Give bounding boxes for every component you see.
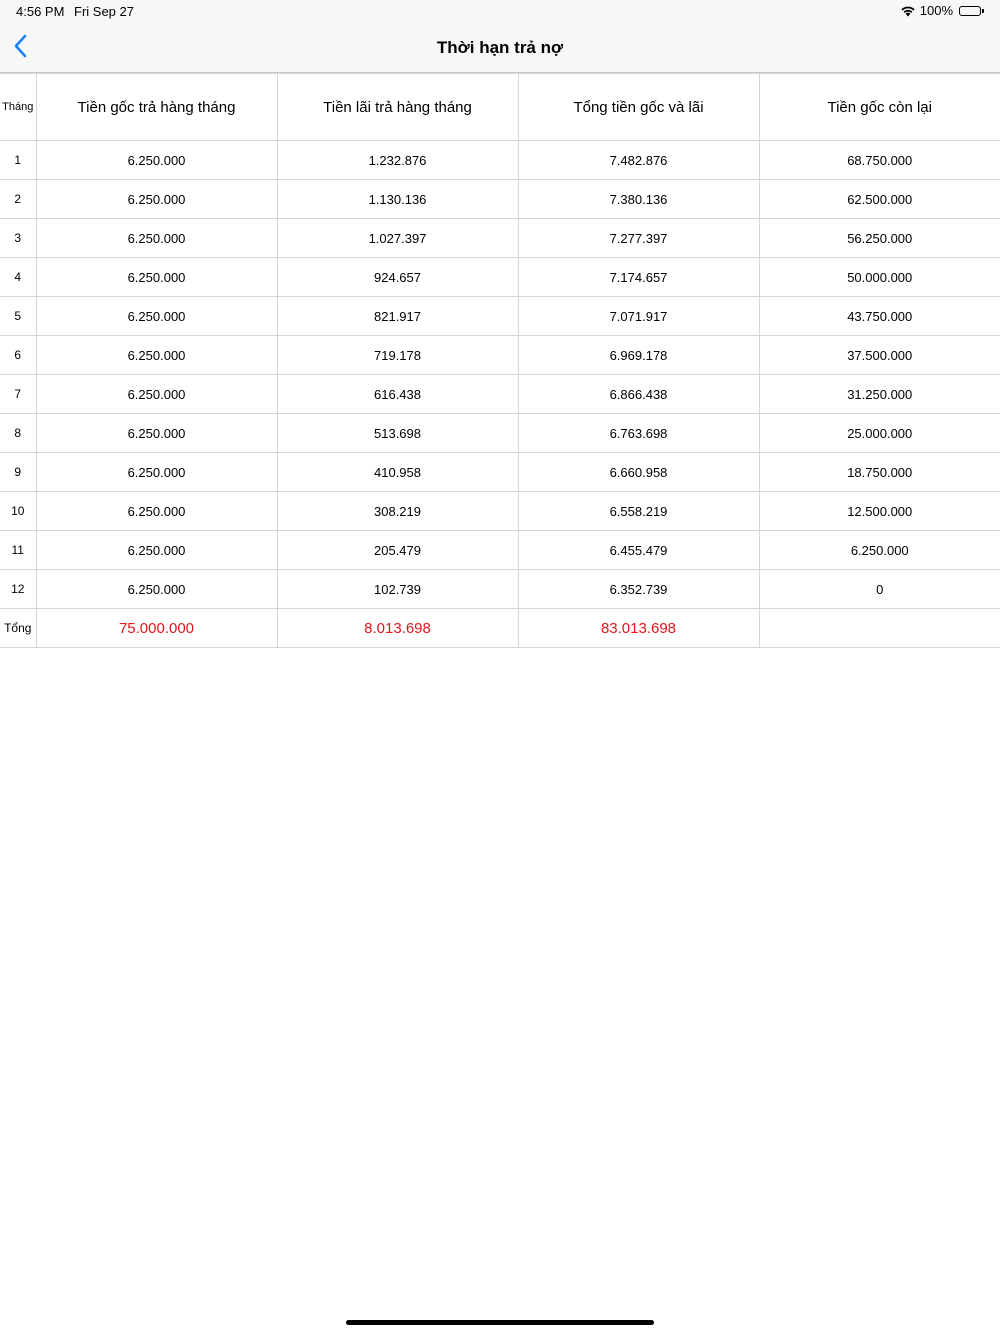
total-cell: 6.969.178	[518, 336, 759, 375]
month-cell: 9	[0, 453, 36, 492]
header-interest: Tiền lãi trả hàng tháng	[277, 74, 518, 141]
month-cell: 8	[0, 414, 36, 453]
totals-row	[0, 609, 1000, 648]
interest-cell: 1.232.876	[277, 141, 518, 180]
total-cell: 6.866.438	[518, 375, 759, 414]
table-row	[0, 492, 1000, 531]
navigation-bar	[0, 24, 1000, 73]
interest-cell: 616.438	[277, 375, 518, 414]
month-cell: 1	[0, 141, 36, 180]
month-cell: 4	[0, 258, 36, 297]
interest-cell: 410.958	[277, 453, 518, 492]
month-cell: 7	[0, 375, 36, 414]
battery-percentage: 100%	[919, 3, 953, 18]
remaining-cell: 0	[759, 570, 1000, 609]
total-principal: 75.000.000	[36, 609, 277, 648]
table-row	[0, 297, 1000, 336]
table-row	[0, 258, 1000, 297]
remaining-cell: 56.250.000	[759, 219, 1000, 258]
interest-cell: 719.178	[277, 336, 518, 375]
remaining-cell: 50.000.000	[759, 258, 1000, 297]
remaining-cell: 68.750.000	[759, 141, 1000, 180]
month-cell: 2	[0, 180, 36, 219]
total-cell: 7.380.136	[518, 180, 759, 219]
interest-cell: 205.479	[277, 531, 518, 570]
total-cell: 6.352.739	[518, 570, 759, 609]
total-cell: 7.277.397	[518, 219, 759, 258]
total-cell: 7.071.917	[518, 297, 759, 336]
total-remaining	[759, 609, 1000, 648]
wifi-icon	[900, 4, 916, 17]
table-row	[0, 141, 1000, 180]
principal-cell: 6.250.000	[36, 258, 277, 297]
interest-cell: 513.698	[277, 414, 518, 453]
interest-cell: 1.130.136	[277, 180, 518, 219]
principal-cell: 6.250.000	[36, 180, 277, 219]
principal-cell: 6.250.000	[36, 336, 277, 375]
total-cell: 6.763.698	[518, 414, 759, 453]
total-interest: 8.013.698	[277, 609, 518, 648]
month-cell: 10	[0, 492, 36, 531]
remaining-cell: 18.750.000	[759, 453, 1000, 492]
table-row	[0, 180, 1000, 219]
month-cell: 12	[0, 570, 36, 609]
principal-cell: 6.250.000	[36, 375, 277, 414]
header-remaining: Tiền gốc còn lại	[759, 74, 1000, 141]
principal-cell: 6.250.000	[36, 219, 277, 258]
principal-cell: 6.250.000	[36, 414, 277, 453]
principal-cell: 6.250.000	[36, 570, 277, 609]
interest-cell: 1.027.397	[277, 219, 518, 258]
table-header-row	[0, 74, 1000, 141]
month-cell: 5	[0, 297, 36, 336]
table-row	[0, 531, 1000, 570]
status-time: 4:56 PM	[16, 4, 65, 19]
total-cell: 7.482.876	[518, 141, 759, 180]
totals-label: Tổng	[0, 609, 36, 648]
total-cell: 6.558.219	[518, 492, 759, 531]
status-bar	[0, 0, 1000, 24]
table-row	[0, 570, 1000, 609]
table-row	[0, 414, 1000, 453]
page-title: Thời hạn trả nợ	[436, 38, 564, 57]
home-indicator[interactable]	[346, 1320, 654, 1325]
principal-cell: 6.250.000	[36, 453, 277, 492]
principal-cell: 6.250.000	[36, 492, 277, 531]
interest-cell: 821.917	[277, 297, 518, 336]
battery-icon	[959, 6, 984, 16]
header-principal: Tiền gốc trả hàng tháng	[36, 74, 277, 141]
header-total: Tổng tiền gốc và lãi	[518, 74, 759, 141]
month-cell: 6	[0, 336, 36, 375]
principal-cell: 6.250.000	[36, 141, 277, 180]
total-cell: 6.660.958	[518, 453, 759, 492]
remaining-cell: 43.750.000	[759, 297, 1000, 336]
total-cell: 7.174.657	[518, 258, 759, 297]
status-date: Fri Sep 27	[74, 4, 134, 19]
month-cell: 3	[0, 219, 36, 258]
status-indicators	[900, 3, 984, 18]
remaining-cell: 31.250.000	[759, 375, 1000, 414]
table-row	[0, 453, 1000, 492]
table-row	[0, 336, 1000, 375]
header-month: Tháng	[0, 74, 36, 141]
remaining-cell: 6.250.000	[759, 531, 1000, 570]
table-row	[0, 375, 1000, 414]
total-cell: 6.455.479	[518, 531, 759, 570]
remaining-cell: 37.500.000	[759, 336, 1000, 375]
table-row	[0, 219, 1000, 258]
remaining-cell: 12.500.000	[759, 492, 1000, 531]
grand-total: 83.013.698	[518, 609, 759, 648]
remaining-cell: 62.500.000	[759, 180, 1000, 219]
interest-cell: 924.657	[277, 258, 518, 297]
principal-cell: 6.250.000	[36, 531, 277, 570]
remaining-cell: 25.000.000	[759, 414, 1000, 453]
month-cell: 11	[0, 531, 36, 570]
interest-cell: 308.219	[277, 492, 518, 531]
interest-cell: 102.739	[277, 570, 518, 609]
repayment-schedule-table	[0, 73, 1000, 648]
principal-cell: 6.250.000	[36, 297, 277, 336]
